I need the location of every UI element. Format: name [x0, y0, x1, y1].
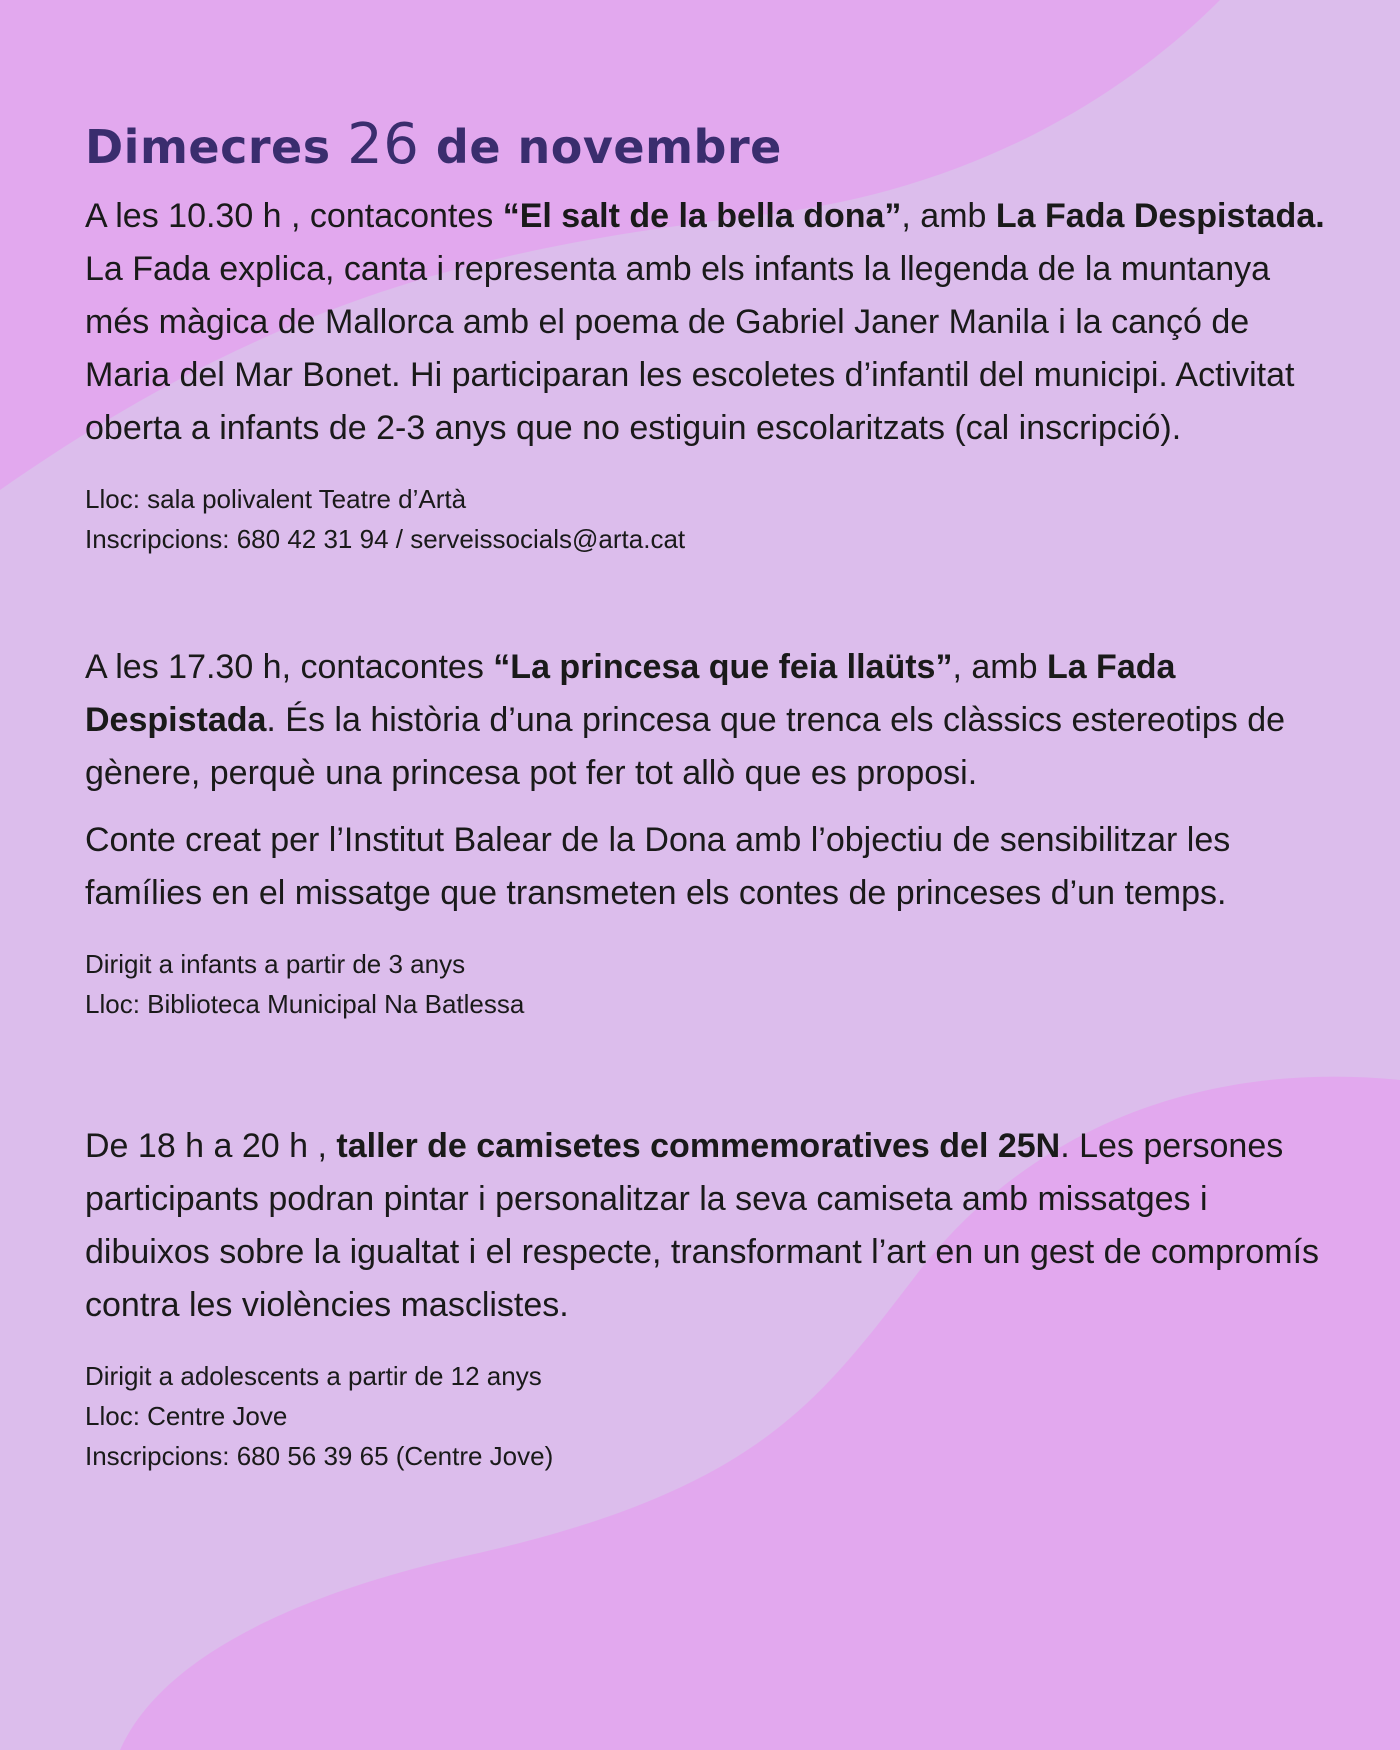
event-2-text — [85, 641, 1335, 800]
event-2-description: . És la història d’una princesa que trenca els clàssics estereotips de gènere, perquè una princesa pot fer tot allò que es proposi. — [85, 701, 1286, 792]
event-2-audience: Dirigit a infants a partir de 3 anys — [85, 949, 466, 979]
event-1-performer: La Fada Despistada. — [995, 197, 1325, 235]
event-storytelling-afternoon — [85, 641, 1335, 1024]
event-1-description: La Fada explica, canta i representa amb els infants la llegenda de la muntanya més màgica de Mallorca amb el poema de Gabriel Janer Manila i la cançó de Maria del Mar Bonet. Hi participaran les escoletes d’infantil del municipi. Activitat oberta a infants de 2-3 anys que no estiguin escolaritzats (cal inscripció). — [85, 250, 1295, 447]
event-1-info — [85, 479, 1335, 559]
event-1-registration: Inscripcions: 680 42 31 94 / serveissocials@arta.cat — [85, 524, 686, 554]
date-day: 26 — [347, 112, 420, 177]
event-1-lead: A les 10.30 h , contacontes — [85, 197, 503, 235]
event-1-place: Lloc: sala polivalent Teatre d’Artà — [85, 484, 467, 514]
event-3-description: . Les persones participants podran pintar i personalitzar la seva camiseta amb missatges i dibuixos sobre la igualtat i el respecte, transformant l’art en un gest de compromís contra les violències masclistes. — [85, 1127, 1320, 1324]
event-3-text — [85, 1120, 1335, 1332]
date-heading — [85, 110, 1335, 180]
event-1-with: , amb — [901, 197, 996, 235]
event-1-text — [85, 190, 1335, 455]
event-storytelling-morning — [85, 190, 1335, 559]
date-suffix: de novembre — [419, 120, 782, 174]
event-tshirt-workshop — [85, 1120, 1335, 1476]
event-2-with: , amb — [952, 648, 1047, 686]
event-2-description-2: Conte creat per l’Institut Balear de la Dona amb l’objectiu de sensibilitzar les famílies en el missatge que transmeten els contes de princeses d’un temps. — [85, 821, 1231, 912]
event-2-lead: A les 17.30 h, contacontes — [85, 648, 494, 686]
event-2-show-title: “La princesa que feia llaüts” — [493, 648, 953, 686]
event-2-place: Lloc: Biblioteca Municipal Na Batlessa — [85, 989, 525, 1019]
event-3-info — [85, 1356, 1335, 1476]
event-schedule — [85, 110, 1335, 1476]
event-3-place: Lloc: Centre Jove — [85, 1401, 288, 1431]
event-3-registration: Inscripcions: 680 56 39 65 (Centre Jove) — [85, 1441, 554, 1471]
event-1-show-title: “El salt de la bella dona” — [502, 197, 902, 235]
event-2-info — [85, 944, 1335, 1024]
event-2-performer: La Fada Despistada — [85, 648, 1176, 739]
event-3-activity: taller de camisetes commemoratives del 25N — [336, 1127, 1061, 1165]
event-3-lead: De 18 h a 20 h , — [85, 1127, 337, 1165]
event-3-audience: Dirigit a adolescents a partir de 12 anys — [85, 1361, 542, 1391]
date-prefix: Dimecres — [85, 120, 348, 174]
